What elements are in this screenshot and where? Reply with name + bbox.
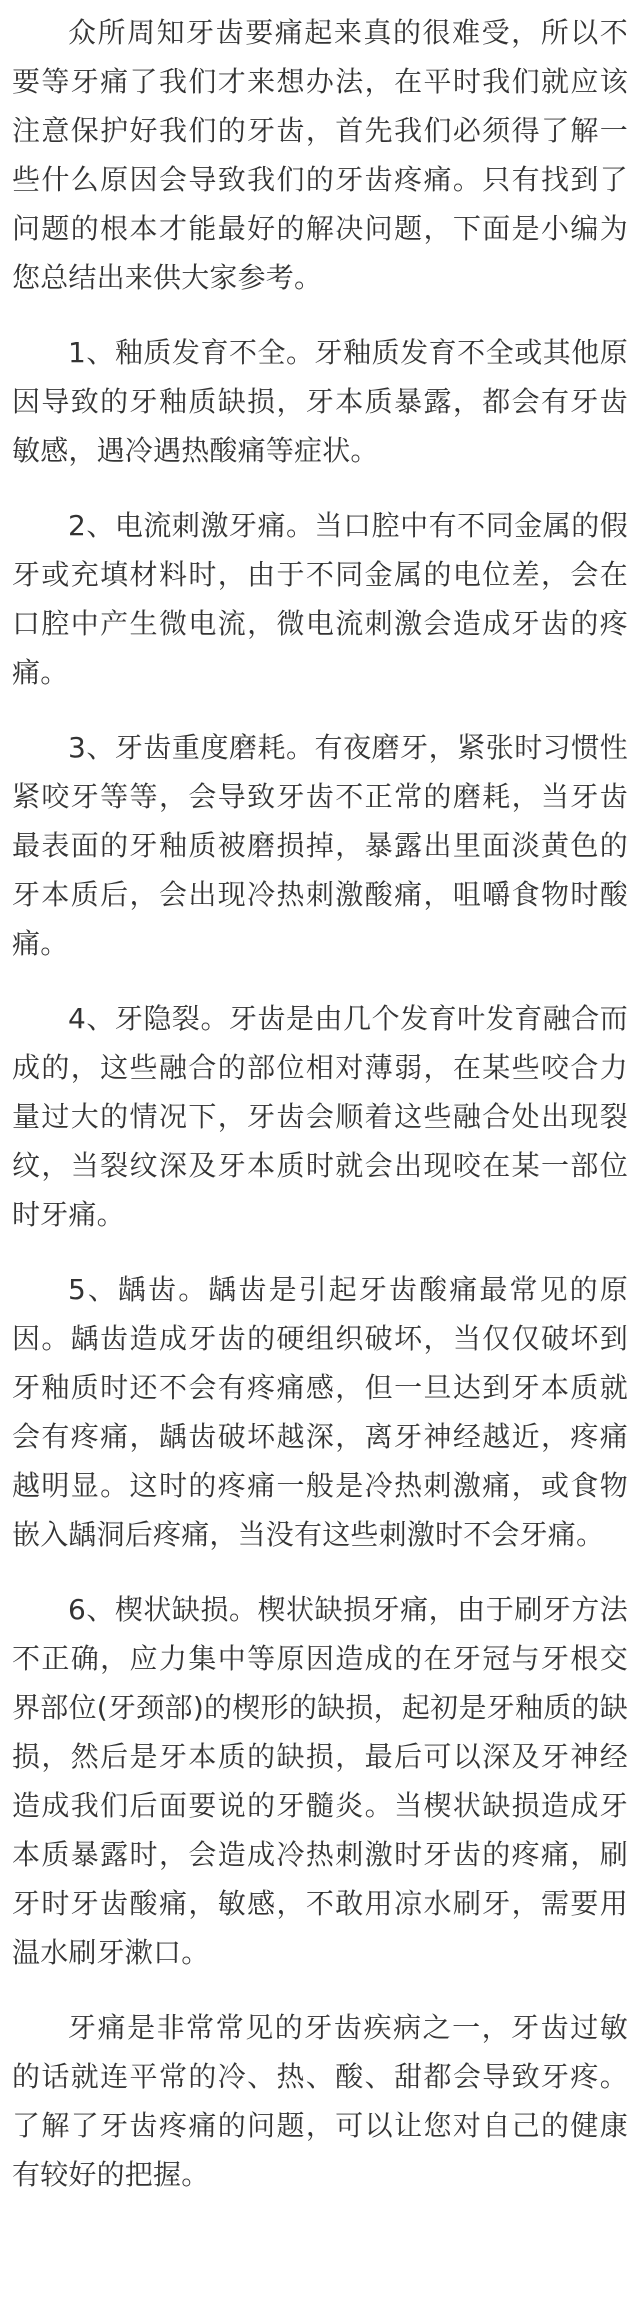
cause-6-wedge-defect: 6、楔状缺损。楔状缺损牙痛，由于刷牙方法不正确，应力集中等原因造成的在牙冠与牙根交界部位(牙颈部)的楔形的缺损，起初是牙釉质的缺损，然后是牙本质的缺损，最后可以深及牙神经造成我们后面要说的牙髓炎。当楔状缺损造成牙本质暴露时，会造成冷热刺激时牙齿的疼痛，刷牙时牙齿酸痛，敏感，不敢用凉水刷牙，需要用温水刷牙漱口。 — [12, 1593, 628, 1969]
cause-2-galvanic-pain: 2、电流刺激牙痛。当口腔中有不同金属的假牙或充填材料时，由于不同金属的电位差，会在口腔中产生微电流，微电流刺激会造成牙齿的疼痛。 — [12, 509, 628, 689]
cause-4-cracked-tooth: 4、牙隐裂。牙齿是由几个发育叶发育融合而成的，这些融合的部位相对薄弱，在某些咬合力量过大的情况下，牙齿会顺着这些融合处出现裂纹，当裂纹深及牙本质时就会出现咬在某一部位时牙痛。 — [12, 1002, 628, 1231]
intro-paragraph: 众所周知牙齿要痛起来真的很难受，所以不要等牙痛了我们才来想办法，在平时我们就应该注意保护好我们的牙齿，首先我们必须得了解一些什么原因会导致我们的牙齿疼痛。只有找到了问题的根本才能最好的解决问题，下面是小编为您总结出来供大家参考。 — [12, 16, 628, 294]
conclusion-paragraph: 牙痛是非常常见的牙齿疾病之一，牙齿过敏的话就连平常的冷、热、酸、甜都会导致牙疼。了解了牙齿疼痛的问题，可以让您对自己的健康有较好的把握。 — [12, 2011, 628, 2191]
cause-5-caries: 5、龋齿。龋齿是引起牙齿酸痛最常见的原因。龋齿造成牙齿的硬组织破坏，当仅仅破坏到牙釉质时还不会有疼痛感，但一旦达到牙本质就会有疼痛，龋齿破坏越深，离牙神经越近，疼痛越明显。这时的疼痛一般是冷热刺激痛，或食物嵌入龋洞后疼痛，当没有这些刺激时不会牙痛。 — [12, 1273, 628, 1551]
cause-1-enamel-hypoplasia: 1、釉质发育不全。牙釉质发育不全或其他原因导致的牙釉质缺损，牙本质暴露，都会有牙齿敏感，遇冷遇热酸痛等症状。 — [12, 336, 628, 467]
cause-3-severe-wear: 3、牙齿重度磨耗。有夜磨牙，紧张时习惯性紧咬牙等等，会导致牙齿不正常的磨耗，当牙齿最表面的牙釉质被磨损掉，暴露出里面淡黄色的牙本质后，会出现冷热刺激酸痛，咀嚼食物时酸痛。 — [12, 731, 628, 960]
